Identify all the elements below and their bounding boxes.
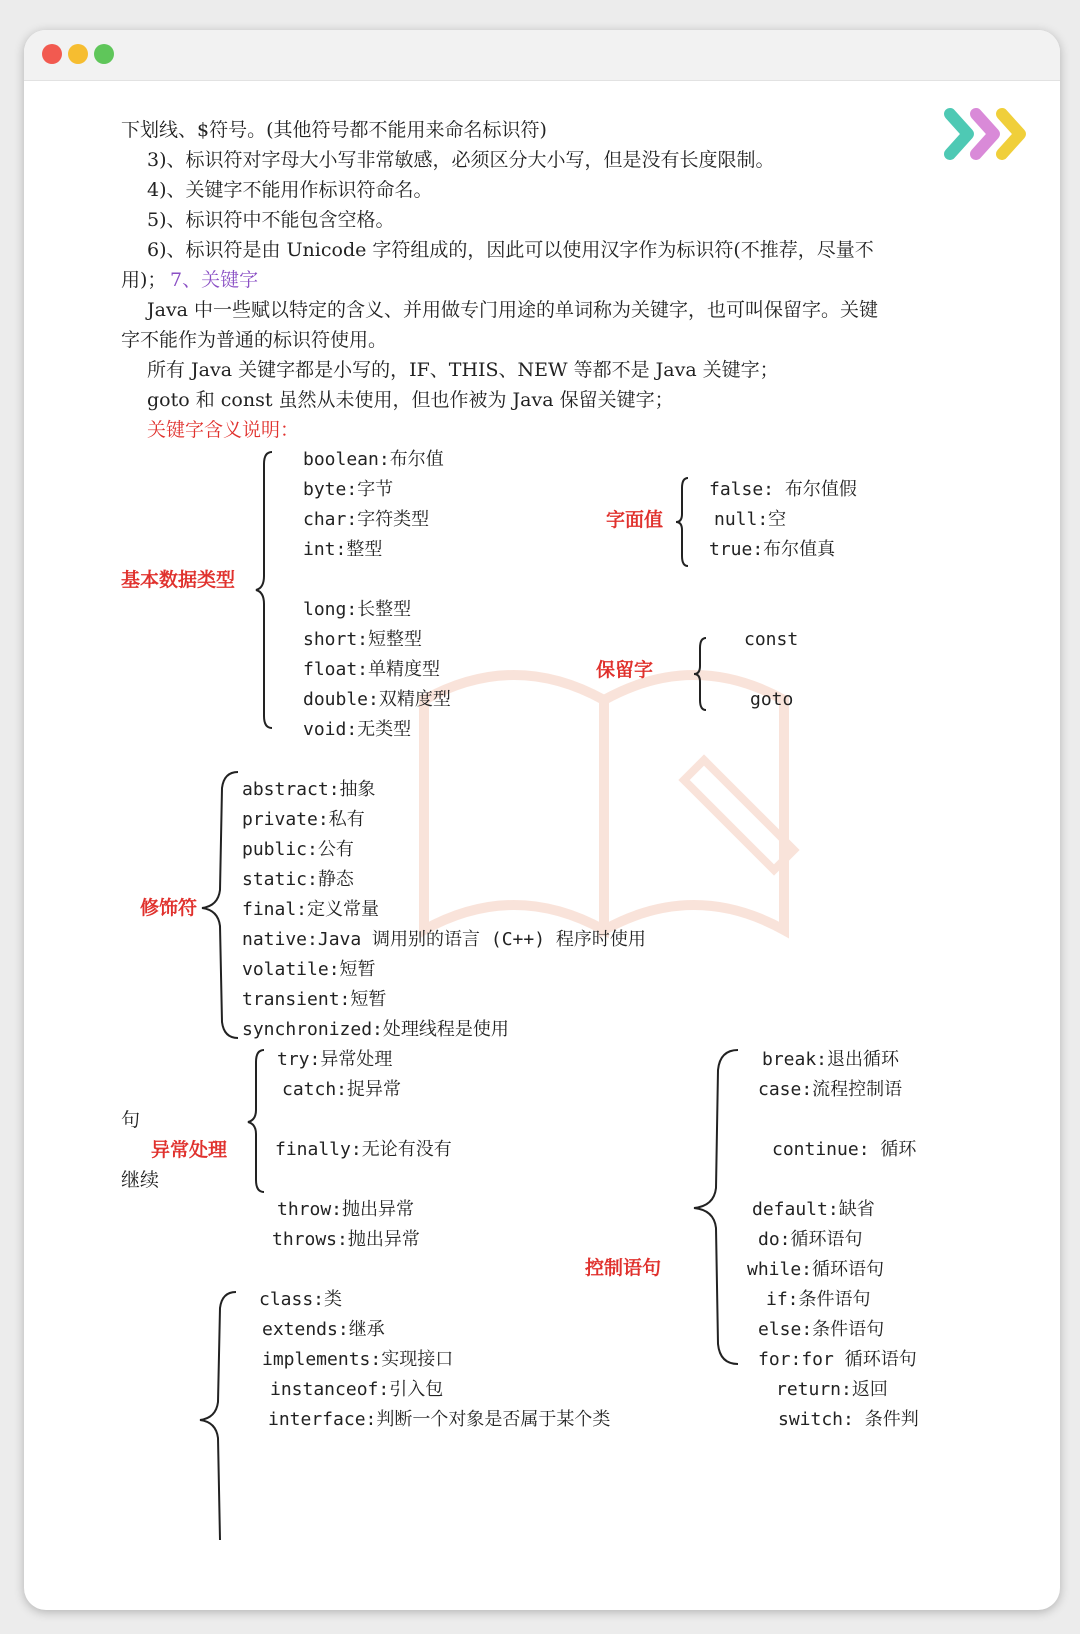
text-line: 用)； — [121, 269, 167, 291]
keyword-item: final:定义常量 — [242, 899, 380, 920]
note-window — [24, 30, 1060, 1610]
text-line: 5)、标识符中不能包含空格。 — [147, 209, 395, 231]
keyword-item: const — [744, 629, 799, 650]
maximize-window-button[interactable] — [94, 44, 114, 64]
keyword-item: float:单精度型 — [303, 659, 441, 680]
section-heading: 7、关键字 — [170, 269, 259, 291]
keyword-item: switch: 条件判 — [778, 1409, 919, 1430]
keyword-item: int:整型 — [303, 539, 383, 560]
text-fragment: 句 — [121, 1109, 141, 1131]
keyword-item: continue: 循环 — [772, 1139, 917, 1160]
brace — [672, 476, 692, 568]
keyword-item: boolean:布尔值 — [303, 449, 444, 470]
group-label-literals: 字面值 — [606, 509, 664, 531]
keyword-item: instanceof:引入包 — [270, 1379, 444, 1400]
keyword-item: char:字符类型 — [303, 509, 430, 530]
keyword-item: synchronized:处理线程是使用 — [242, 1019, 509, 1040]
text-line: 6)、标识符是由 Unicode 字符组成的，因此可以使用汉字作为标识符(不推荐，尽量不 — [147, 239, 874, 261]
group-label-basic-types: 基本数据类型 — [121, 569, 236, 591]
keyword-item: throw:抛出异常 — [277, 1199, 415, 1220]
keyword-item: implements:实现接口 — [262, 1349, 454, 1370]
brace — [196, 1290, 242, 1540]
keyword-item: null:空 — [714, 509, 787, 530]
keyword-item: abstract:抽象 — [242, 779, 376, 800]
chevrons-icon — [944, 108, 1036, 160]
keyword-item: else:条件语句 — [758, 1319, 885, 1340]
keyword-item: native:Java 调用别的语言 (C++) 程序时使用 — [242, 929, 646, 950]
keyword-item: private:私有 — [242, 809, 365, 830]
keyword-item: volatile:短暂 — [242, 959, 376, 980]
keyword-item: transient:短暂 — [242, 989, 387, 1010]
keyword-item: default:缺省 — [752, 1199, 875, 1220]
text-line: 所有 Java 关键字都是小写的，IF、THIS、NEW 等都不是 Java 关键字； — [147, 359, 779, 381]
keyword-item: extends:继承 — [262, 1319, 385, 1340]
keyword-item: class:类 — [259, 1289, 343, 1310]
brace — [244, 1048, 268, 1194]
keyword-item: case:流程控制语 — [758, 1079, 903, 1100]
close-window-button[interactable] — [42, 44, 62, 64]
minimize-window-button[interactable] — [68, 44, 88, 64]
text-line: 3)、标识符对字母大小写非常敏感，必须区分大小写，但是没有长度限制。 — [147, 149, 775, 171]
brace — [198, 770, 244, 1040]
subheading: 关键字含义说明： — [147, 419, 300, 441]
brace — [690, 1048, 742, 1366]
keyword-item: false: 布尔值假 — [709, 479, 857, 500]
text-line: Java 中一些赋以特定的含义、并用做专门用途的单词称为关键字，也可叫保留字。关键 — [147, 299, 879, 321]
keyword-item: static:静态 — [242, 869, 354, 890]
text-line: 4)、关键字不能用作标识符命名。 — [147, 179, 433, 201]
keyword-item: double:双精度型 — [303, 689, 451, 710]
brace — [690, 636, 710, 712]
group-label-control: 控制语句 — [585, 1257, 662, 1279]
text-line: 下划线、$符号。(其他符号都不能用来命名标识符) — [121, 119, 547, 141]
text-line: goto 和 const 虽然从未使用，但也作被为 Java 保留关键字； — [147, 389, 674, 411]
keyword-item: long:长整型 — [303, 599, 412, 620]
keyword-item: if:条件语句 — [766, 1289, 871, 1310]
keyword-item: for:for 循环语句 — [758, 1349, 917, 1370]
keyword-item: finally:无论有没有 — [275, 1139, 452, 1160]
group-label-modifiers: 修饰符 — [140, 897, 198, 919]
text-fragment: 继续 — [121, 1169, 160, 1191]
keyword-item: goto — [750, 689, 794, 710]
keyword-item: catch:捉异常 — [282, 1079, 402, 1100]
keyword-item: byte:字节 — [303, 479, 394, 500]
keyword-item: do:循环语句 — [758, 1229, 863, 1250]
keyword-item: break:退出循环 — [762, 1049, 900, 1070]
keyword-item: return:返回 — [776, 1379, 888, 1400]
keyword-item: interface:判断一个对象是否属于某个类 — [268, 1409, 611, 1430]
keyword-item: short:短整型 — [303, 629, 423, 650]
keyword-item: throws:抛出异常 — [272, 1229, 420, 1250]
group-label-reserved: 保留字 — [596, 659, 654, 681]
keyword-item: try:异常处理 — [277, 1049, 393, 1070]
keyword-item: while:循环语句 — [747, 1259, 885, 1280]
text-line: 字不能作为普通的标识符使用。 — [121, 329, 388, 351]
keyword-item: true:布尔值真 — [709, 539, 836, 560]
keyword-item: void:无类型 — [303, 719, 412, 740]
group-label-exceptions: 异常处理 — [151, 1139, 228, 1161]
brace — [252, 450, 276, 730]
keyword-item: public:公有 — [242, 839, 354, 860]
title-bar — [24, 30, 1060, 81]
